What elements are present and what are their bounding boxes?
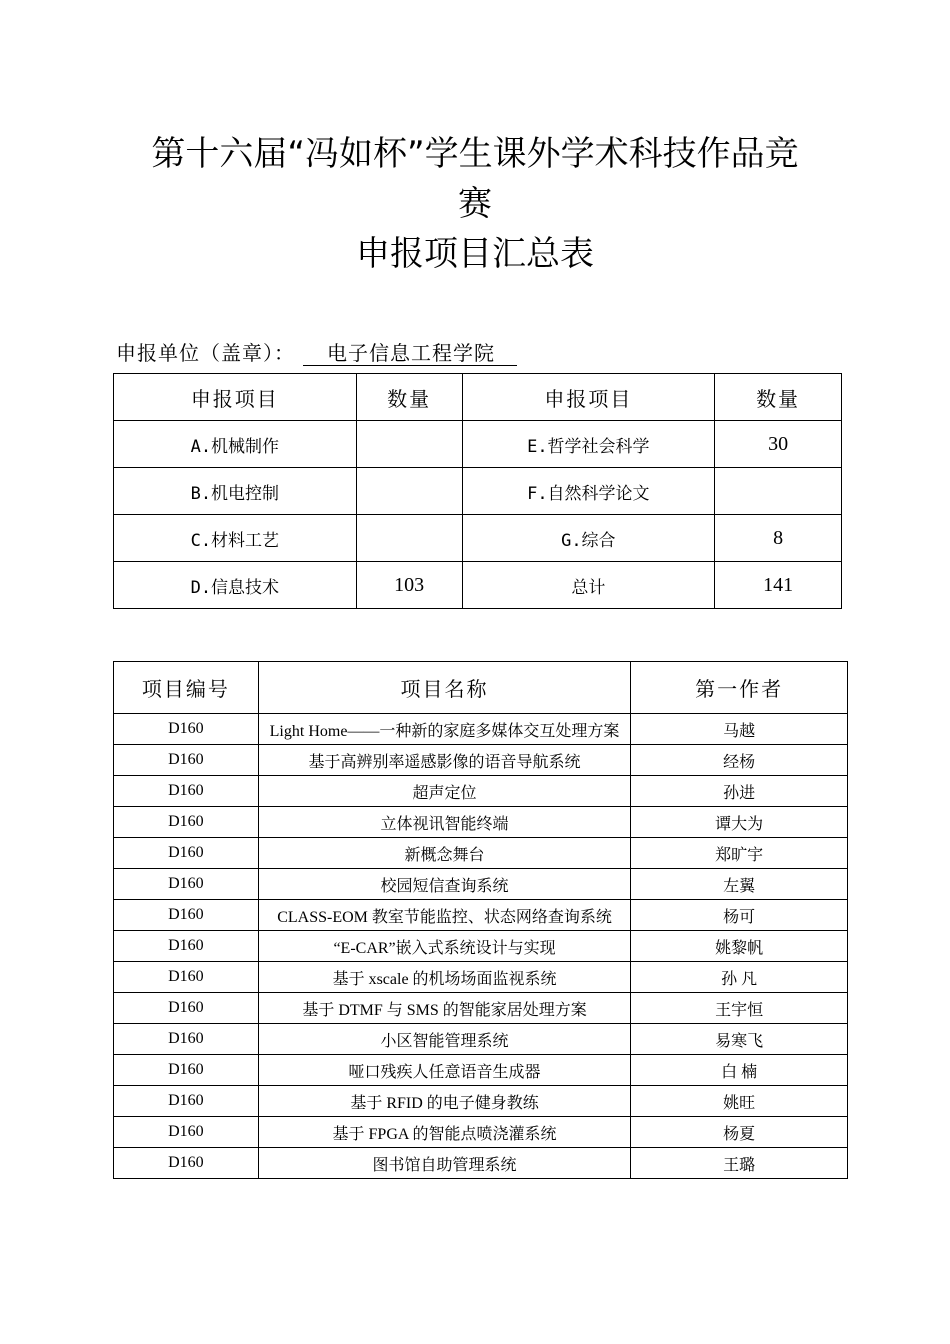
first-author: 郑旷宇 xyxy=(631,838,848,869)
summary-total-count: 141 xyxy=(715,562,842,609)
table-row xyxy=(114,1148,848,1179)
summary-header-category: 申报项目 xyxy=(462,374,715,421)
project-name: 图书馆自助管理系统 xyxy=(258,1148,630,1179)
table-row xyxy=(114,869,848,900)
first-author: 白 楠 xyxy=(631,1055,848,1086)
project-id: D160 xyxy=(114,1148,259,1179)
summary-count xyxy=(356,515,462,562)
project-id: D160 xyxy=(114,931,259,962)
project-id: D160 xyxy=(114,745,259,776)
project-id: D160 xyxy=(114,1086,259,1117)
table-row xyxy=(114,931,848,962)
project-name: 新概念舞台 xyxy=(258,838,630,869)
table-row xyxy=(114,962,848,993)
table-row xyxy=(114,1055,848,1086)
first-author: 王璐 xyxy=(631,1148,848,1179)
first-author: 姚旺 xyxy=(631,1086,848,1117)
project-name: 立体视讯智能终端 xyxy=(258,807,630,838)
project-id: D160 xyxy=(114,807,259,838)
table-row xyxy=(114,993,848,1024)
summary-header-count: 数量 xyxy=(356,374,462,421)
document-subtitle: 申报项目汇总表 xyxy=(356,234,594,274)
project-id: D160 xyxy=(114,1055,259,1086)
table-row xyxy=(114,1086,848,1117)
applicant-unit-value: 电子信息工程学院 xyxy=(303,341,517,366)
project-id: D160 xyxy=(114,900,259,931)
first-author: 谭大为 xyxy=(631,807,848,838)
first-author: 经杨 xyxy=(631,745,848,776)
project-name: 哑口残疾人任意语音生成器 xyxy=(258,1055,630,1086)
first-author: 杨可 xyxy=(631,900,848,931)
summary-header-row xyxy=(114,374,842,421)
project-name: 基于 FPGA 的智能点喷浇灌系统 xyxy=(258,1117,630,1148)
project-id: D160 xyxy=(114,776,259,807)
header-project-name: 项目名称 xyxy=(258,662,630,714)
first-author: 马越 xyxy=(631,714,848,745)
first-author: 王宇恒 xyxy=(631,993,848,1024)
first-author: 左翼 xyxy=(631,869,848,900)
header-project-id: 项目编号 xyxy=(114,662,259,714)
summary-category: D.信息技术 xyxy=(114,562,357,609)
applicant-unit-label: 申报单位（盖章）： xyxy=(116,341,295,365)
project-name: 基于 xscale 的机场场面监视系统 xyxy=(258,962,630,993)
summary-category: A.机械制作 xyxy=(114,421,357,468)
first-author: 孙 凡 xyxy=(631,962,848,993)
summary-category: C.材料工艺 xyxy=(114,515,357,562)
project-id: D160 xyxy=(114,714,259,745)
summary-category: F.自然科学论文 xyxy=(462,468,715,515)
project-list-table xyxy=(113,661,848,1179)
project-name: 基于高辨别率遥感影像的语音导航系统 xyxy=(258,745,630,776)
first-author: 姚黎帆 xyxy=(631,931,848,962)
summary-category: E.哲学社会科学 xyxy=(462,421,715,468)
summary-total-label: 总计 xyxy=(462,562,715,609)
table-row xyxy=(114,745,848,776)
table-row xyxy=(114,1024,848,1055)
summary-category: G.综合 xyxy=(462,515,715,562)
table-row xyxy=(114,807,848,838)
project-name: 基于 DTMF 与 SMS 的智能家居处理方案 xyxy=(258,993,630,1024)
summary-header-count: 数量 xyxy=(715,374,842,421)
summary-count xyxy=(356,421,462,468)
summary-count xyxy=(715,468,842,515)
project-name: 小区智能管理系统 xyxy=(258,1024,630,1055)
summary-row xyxy=(114,515,842,562)
summary-count: 30 xyxy=(715,421,842,468)
project-list-header-row xyxy=(114,662,848,714)
header-first-author: 第一作者 xyxy=(631,662,848,714)
summary-count: 103 xyxy=(356,562,462,609)
document-title-line-2: 赛 xyxy=(458,184,492,224)
project-name: 基于 RFID 的电子健身教练 xyxy=(258,1086,630,1117)
document-title-line-1: 第十六届“冯如杯”学生课外学术科技作品竞 xyxy=(151,134,799,174)
first-author: 杨夏 xyxy=(631,1117,848,1148)
summary-row xyxy=(114,562,842,609)
project-name: 校园短信查询系统 xyxy=(258,869,630,900)
first-author: 易寒飞 xyxy=(631,1024,848,1055)
table-row xyxy=(114,900,848,931)
project-id: D160 xyxy=(114,993,259,1024)
summary-row xyxy=(114,421,842,468)
first-author: 孙进 xyxy=(631,776,848,807)
summary-table xyxy=(113,373,842,609)
summary-count xyxy=(356,468,462,515)
project-name: “E-CAR”嵌入式系统设计与实现 xyxy=(258,931,630,962)
table-row xyxy=(114,1117,848,1148)
project-name: Light Home——一种新的家庭多媒体交互处理方案 xyxy=(258,714,630,745)
summary-count: 8 xyxy=(715,515,842,562)
table-row xyxy=(114,776,848,807)
table-row xyxy=(114,714,848,745)
project-id: D160 xyxy=(114,1024,259,1055)
project-id: D160 xyxy=(114,869,259,900)
project-id: D160 xyxy=(114,1117,259,1148)
table-row xyxy=(114,838,848,869)
summary-row xyxy=(114,468,842,515)
project-id: D160 xyxy=(114,838,259,869)
summary-header-category: 申报项目 xyxy=(114,374,357,421)
project-id: D160 xyxy=(114,962,259,993)
summary-category: B.机电控制 xyxy=(114,468,357,515)
project-name: CLASS-EOM 教室节能监控、状态网络查询系统 xyxy=(258,900,630,931)
project-name: 超声定位 xyxy=(258,776,630,807)
applicant-unit xyxy=(116,337,517,366)
